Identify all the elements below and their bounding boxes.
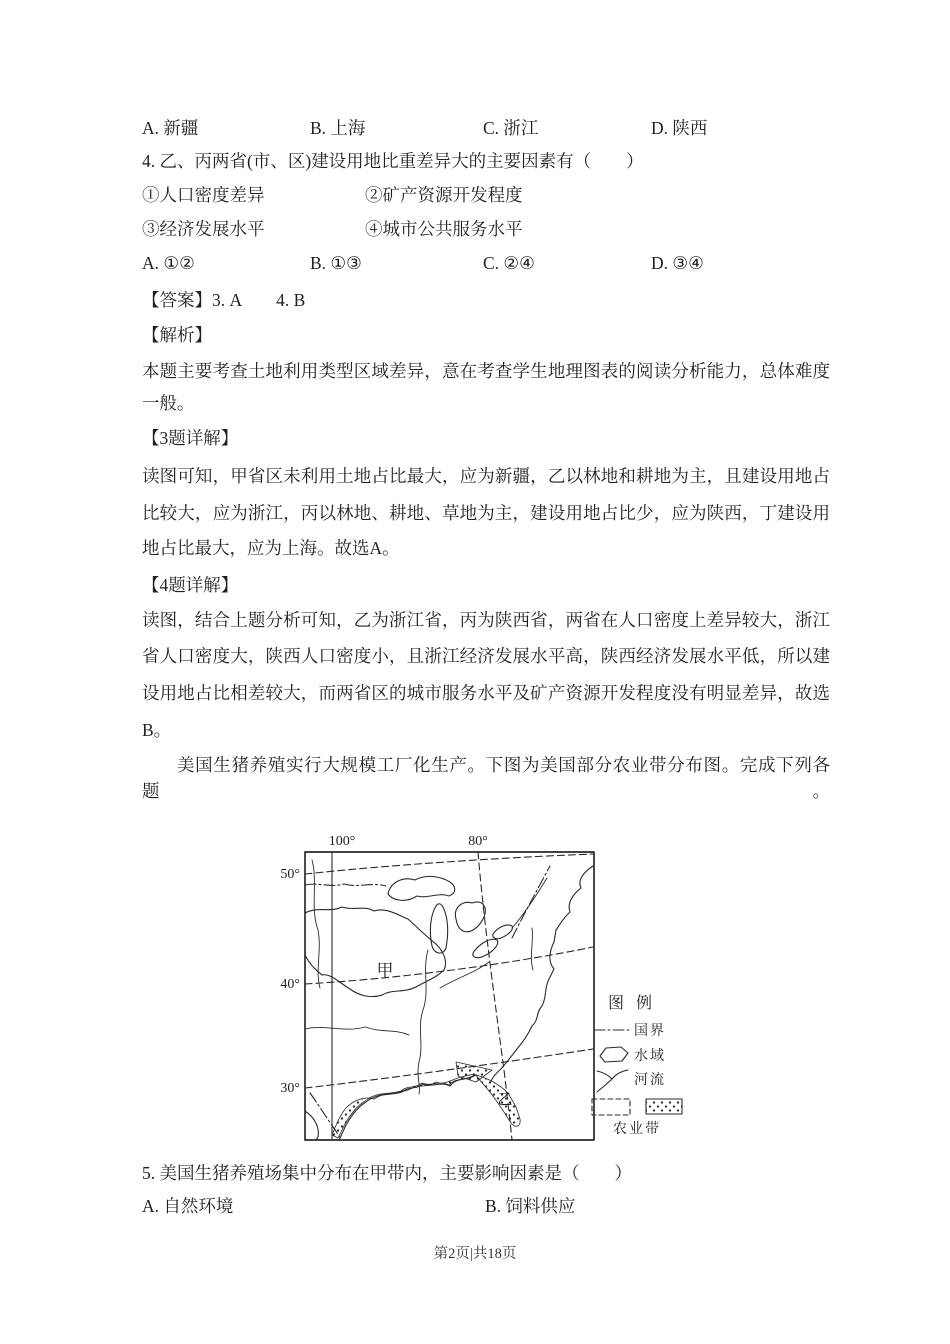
lake-ontario xyxy=(493,925,513,939)
detail4-text-1: 读图，结合上题分析可知，乙为浙江省，丙为陕西省，两省在人口密度上差异较大，浙江 xyxy=(142,610,830,630)
region-label-jia: 甲 xyxy=(376,961,394,980)
q5-stem: 5. 美国生猪养殖场集中分布在甲带内，主要影响因素是（ ） xyxy=(142,1163,632,1183)
legend-label-water: 水域 xyxy=(634,1049,666,1064)
hudson-river xyxy=(531,928,533,970)
legend-label-agri: 农业带 xyxy=(613,1122,661,1137)
page-number-footer: 第2页|共18页 xyxy=(433,1246,517,1262)
analysis-text-1: 本题主要考查土地利用类型区域差异，意在考查学生地理图表的阅读分析能力，总体难度 xyxy=(142,361,830,381)
detail4-text-3: 设用地占比相差较大，而两省区的城市服务水平及矿产资源开发程度没有明显差异，故选 xyxy=(142,683,830,703)
q5-option-b: B. 饲料供应 xyxy=(485,1196,576,1216)
analysis-label: 【解析】 xyxy=(142,325,212,345)
lon-label-100: 100° xyxy=(328,834,356,849)
q4-item-1: ①人口密度差异 xyxy=(142,185,265,205)
q3-option-a: A. 新疆 xyxy=(142,118,199,138)
legend-river-icon xyxy=(597,1070,628,1092)
q4-items-row1 xyxy=(142,182,830,208)
q4-option-c: C. ②④ xyxy=(483,253,535,273)
lat-label-50: 50° xyxy=(280,867,300,882)
answer-line: 【答案】3. A 4. B xyxy=(142,290,306,310)
lake-erie xyxy=(473,939,498,957)
q4-option-a: A. ①② xyxy=(142,253,195,273)
region-label-yi: 乙 xyxy=(497,1092,513,1108)
legend-belt-stippled-icon xyxy=(646,1099,682,1114)
gulf-coastline xyxy=(339,1075,476,1140)
lon-label-80: 80° xyxy=(468,834,488,849)
northeast-border-line xyxy=(512,866,550,938)
q4-option-d: D. ③④ xyxy=(651,253,704,273)
parallel-50 xyxy=(305,854,593,874)
q3-option-b: B. 上海 xyxy=(310,118,366,138)
q4-options-row xyxy=(142,250,830,276)
lat-label-40: 40° xyxy=(280,977,300,992)
legend-title: 图 例 xyxy=(607,995,657,1012)
atlantic-coastline xyxy=(491,866,593,1081)
q5-options-row xyxy=(142,1193,830,1219)
q4-items-row2 xyxy=(142,216,830,242)
us-agriculture-map xyxy=(260,820,720,1150)
gulf-coast-belt xyxy=(332,1075,475,1138)
q4-option-b: B. ①③ xyxy=(310,253,362,273)
detail3-text-3: 地占比最大，应为上海。故选A。 xyxy=(142,538,400,558)
lake-superior xyxy=(388,876,455,900)
legend-belt-plain-icon xyxy=(592,1099,630,1115)
canada-border-line xyxy=(305,884,386,886)
q3-options-row xyxy=(142,115,830,141)
q5-intro: 美国生猪养殖实行大规模工厂化生产。下图为美国部分农业带分布图。完成下列各题。 xyxy=(142,755,830,801)
analysis-text-2: 一般。 xyxy=(142,393,195,413)
q4-stem: 4. 乙、丙两省(市、区)建设用地比重差异大的主要因素有（ ） xyxy=(142,151,644,171)
map-frame xyxy=(305,852,594,1140)
q4-item-2: ②矿产资源开发程度 xyxy=(365,185,523,205)
legend-water-icon xyxy=(600,1047,628,1062)
lat-label-30: 30° xyxy=(280,1081,300,1096)
belt-jia-outline xyxy=(305,907,446,997)
detail4-label: 【4题详解】 xyxy=(142,575,239,595)
detail4-text-2: 省人口密度大，陕西人口密度小，且浙江经济发展水平高，陕西经济发展水平低，所以建 xyxy=(142,646,830,666)
detail4-text-4: B。 xyxy=(142,720,172,740)
lake-michigan xyxy=(430,904,447,953)
lake-huron xyxy=(455,902,485,932)
mexico-coastline xyxy=(305,1111,318,1140)
q4-item-4: ④城市公共服务水平 xyxy=(365,219,523,239)
legend-label-border: 国界 xyxy=(634,1024,666,1039)
q3-option-c: C. 浙江 xyxy=(483,118,539,138)
detail3-text-1: 读图可知，甲省区未利用土地占比最大，应为新疆，乙以林地和耕地为主，且建设用地占 xyxy=(142,466,830,486)
southern-belt-boundary xyxy=(305,1027,409,1035)
legend-label-river: 河流 xyxy=(634,1073,666,1088)
detail3-text-2: 比较大，应为浙江，丙以林地、耕地、草地为主，建设用地占比少，应为陕西，丁建设用 xyxy=(142,503,830,523)
q5-option-a: A. 自然环境 xyxy=(142,1196,234,1216)
western-river xyxy=(312,860,320,988)
q4-item-3: ③经济发展水平 xyxy=(142,219,265,239)
detail3-label: 【3题详解】 xyxy=(142,428,239,448)
q3-option-d: D. 陕西 xyxy=(651,118,708,138)
